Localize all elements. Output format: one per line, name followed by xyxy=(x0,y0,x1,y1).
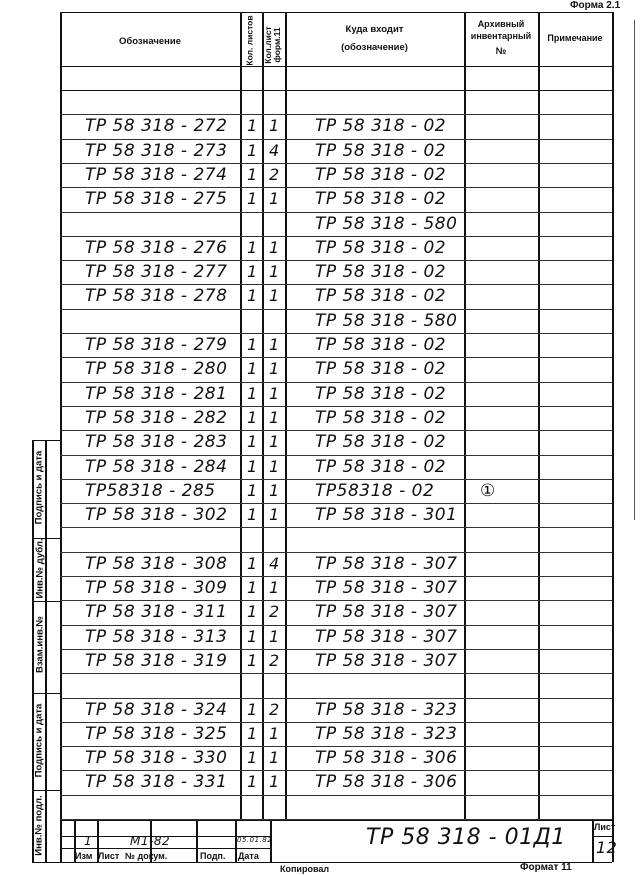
footer-format: Формат 11 xyxy=(520,862,572,873)
cell-sheets: 1 xyxy=(247,140,258,160)
cell-goes-into: ТР 58 318 - 02 xyxy=(315,383,447,404)
row-line xyxy=(60,746,612,747)
page-edge xyxy=(634,20,635,520)
cell-sheets: 1 xyxy=(247,480,258,500)
row-line xyxy=(60,309,612,310)
row-line xyxy=(60,212,612,213)
cell-designation: ТР 58 318 - 284 xyxy=(85,456,228,477)
row-line xyxy=(60,795,612,796)
cell-goes-into: ТР 58 318 - 02 xyxy=(315,359,447,380)
cell-designation: ТР 58 318 - 324 xyxy=(85,699,228,720)
row-line xyxy=(60,187,612,188)
row-line xyxy=(60,503,612,504)
header-goes-into-sub: (обозначение) xyxy=(341,42,408,53)
cell-format: 1 xyxy=(269,237,280,257)
col-line-format xyxy=(262,12,264,820)
side-label-replace-inv: Взам.инв.№ xyxy=(34,615,46,674)
cell-format: 1 xyxy=(269,723,280,743)
cell-designation: ТР 58 318 - 331 xyxy=(85,772,228,793)
cell-format: 2 xyxy=(269,164,280,184)
cell-sheets: 1 xyxy=(247,237,258,257)
cell-goes-into: ТР 58 318 - 306 xyxy=(315,772,458,793)
cell-goes-into: ТР 58 318 - 307 xyxy=(315,578,458,598)
cell-goes-into: ТР 58 318 - 307 xyxy=(315,602,458,623)
row-line xyxy=(60,430,612,431)
cell-designation: ТР 58 318 - 330 xyxy=(85,748,228,769)
cell-goes-into: ТР 58 318 - 02 xyxy=(315,116,447,137)
cell-designation: ТР 58 318 - 280 xyxy=(85,359,228,380)
cell-format: 2 xyxy=(269,602,280,622)
cell-sheets: 1 xyxy=(247,699,258,719)
cell-designation: ТР 58 318 - 283 xyxy=(85,432,228,453)
cell-sheets: 1 xyxy=(247,650,258,670)
row-line xyxy=(60,527,612,528)
cell-designation: ТР 58 318 - 319 xyxy=(85,650,228,671)
cell-goes-into: ТР 58 318 - 02 xyxy=(315,335,447,355)
cell-sheets: 1 xyxy=(247,723,258,743)
cell-format: 1 xyxy=(269,116,280,136)
cell-designation: ТР 58 318 - 277 xyxy=(85,262,228,283)
row-line xyxy=(60,357,612,358)
cell-format: 1 xyxy=(269,578,280,597)
cell-sheets: 1 xyxy=(247,626,258,646)
cell-sheets: 1 xyxy=(247,189,258,209)
row-line xyxy=(60,139,612,140)
cell-designation: ТР 58 318 - 282 xyxy=(85,407,228,428)
header-format-count: Кол.лист форм.11 xyxy=(263,26,282,64)
cell-format: 1 xyxy=(269,772,280,792)
cell-designation: ТР 58 318 - 309 xyxy=(85,578,228,598)
cell-sheets: 1 xyxy=(247,164,258,184)
cell-designation: ТР58318 - 285 xyxy=(85,480,216,501)
cell-archive: ① xyxy=(480,480,496,501)
tb-sheet-div xyxy=(592,836,612,837)
tb-col-izm: Изм xyxy=(75,851,93,861)
tb-sheet-no: 12 xyxy=(596,838,618,857)
cell-format: 1 xyxy=(269,626,280,646)
row-line xyxy=(60,722,612,723)
cell-designation: ТР 58 318 - 274 xyxy=(85,164,228,185)
cell-goes-into: ТР 58 318 - 02 xyxy=(315,456,447,477)
header-note: Примечание xyxy=(547,33,603,43)
cell-sheets: 1 xyxy=(247,553,258,573)
cell-goes-into: ТР 58 318 - 323 xyxy=(315,723,458,744)
row-line xyxy=(60,673,612,674)
cell-format: 1 xyxy=(269,456,280,476)
cell-format: 1 xyxy=(269,262,280,282)
header-bottom xyxy=(60,66,612,67)
cell-format: 1 xyxy=(269,383,280,403)
cell-goes-into: ТР 58 318 - 02 xyxy=(315,432,447,453)
cell-designation: ТР 58 318 - 311 xyxy=(85,602,228,623)
cell-sheets: 1 xyxy=(247,456,258,476)
tb-col-date: Дата xyxy=(238,851,259,861)
title-block-line xyxy=(60,848,270,849)
tb-doc-no: М1-82 xyxy=(130,834,171,848)
row-line xyxy=(60,236,612,237)
row-line xyxy=(60,284,612,285)
cell-format: 4 xyxy=(269,140,280,160)
col-line-note xyxy=(538,12,540,820)
cell-sheets: 1 xyxy=(247,262,258,282)
cell-format: 1 xyxy=(269,407,280,427)
cell-goes-into: ТР 58 318 - 02 xyxy=(315,262,447,283)
cell-designation: ТР 58 318 - 276 xyxy=(85,237,228,258)
cell-designation: ТР 58 318 - 278 xyxy=(85,286,228,307)
cell-sheets: 1 xyxy=(247,359,258,379)
cell-format: 1 xyxy=(269,480,280,500)
cell-goes-into: ТР 58 318 - 02 xyxy=(315,407,447,428)
row-line xyxy=(60,552,612,553)
cell-sheets: 1 xyxy=(247,335,258,354)
col-line-sheets xyxy=(240,12,242,820)
cell-goes-into: ТР58318 - 02 xyxy=(315,480,435,501)
row-line xyxy=(60,600,612,601)
row-line xyxy=(60,479,612,480)
header-archive-no: № xyxy=(495,46,507,57)
frame-right xyxy=(612,12,614,862)
cell-format: 1 xyxy=(269,335,280,354)
cell-designation: ТР 58 318 - 313 xyxy=(85,626,228,647)
frame-top xyxy=(60,12,612,13)
cell-goes-into: ТР 58 318 - 307 xyxy=(315,650,458,671)
cell-sheets: 1 xyxy=(247,286,258,306)
cell-format: 1 xyxy=(269,359,280,379)
row-line xyxy=(60,114,612,115)
cell-goes-into: ТР 58 318 - 02 xyxy=(315,189,447,210)
cell-sheets: 1 xyxy=(247,407,258,427)
cell-sheets: 1 xyxy=(247,432,258,452)
row-line xyxy=(60,406,612,407)
side-label-sign-date-2: Подпись и дата xyxy=(33,703,45,778)
cell-format: 2 xyxy=(269,699,280,719)
header-bottom-2 xyxy=(60,90,612,91)
cell-format: 1 xyxy=(269,432,280,452)
cell-sheets: 1 xyxy=(247,602,258,622)
cell-goes-into: ТР 58 318 - 307 xyxy=(315,626,458,647)
cell-sheets: 1 xyxy=(247,578,258,597)
cell-designation: ТР 58 318 - 302 xyxy=(85,505,228,526)
tb-col-list: Лист xyxy=(98,851,120,861)
stamp-col-top xyxy=(32,440,60,441)
cell-designation: ТР 58 318 - 272 xyxy=(85,116,228,137)
tb-designation: ТР 58 318 - 01Д1 xyxy=(366,825,566,850)
tb-col-sign: Подп. xyxy=(200,851,226,861)
row-line xyxy=(60,649,612,650)
tb-date: 05.01.82 xyxy=(237,836,273,844)
cell-format: 1 xyxy=(269,505,280,525)
row-line xyxy=(60,333,612,334)
cell-sheets: 1 xyxy=(247,748,258,768)
cell-designation: ТР 58 318 - 308 xyxy=(85,553,228,574)
row-line xyxy=(60,698,612,699)
cell-format: 4 xyxy=(269,553,280,573)
cell-designation: ТР 58 318 - 281 xyxy=(85,383,228,404)
tb-col-doc: № докум. xyxy=(125,851,168,861)
row-line xyxy=(60,163,612,164)
side-label-dup-inv: Инв.№ дубл. xyxy=(34,538,46,599)
tb-change-no: 1 xyxy=(84,834,93,848)
header-archive: Архивный инвентарный xyxy=(470,19,532,41)
tb-sheet-label: Лист xyxy=(594,822,616,832)
cell-sheets: 1 xyxy=(247,116,258,136)
side-label-sign-date-1: Подпись и дата xyxy=(33,450,45,525)
cell-goes-into: ТР 58 318 - 323 xyxy=(315,699,458,720)
header-goes-into: Куда входит xyxy=(345,24,404,35)
header-designation: Обозначение xyxy=(118,36,182,47)
row-line xyxy=(60,382,612,383)
cell-goes-into: ТР 58 318 - 307 xyxy=(315,553,458,574)
cell-format: 1 xyxy=(269,748,280,768)
cell-format: 1 xyxy=(269,286,280,306)
cell-goes-into: ТР 58 318 - 306 xyxy=(315,748,458,769)
side-label-orig-inv: Инв.№ подл. xyxy=(33,795,45,856)
cell-goes-into: ТР 58 318 - 580 xyxy=(315,213,458,234)
row-line xyxy=(60,455,612,456)
header-sheet-count: Кол. листов xyxy=(244,15,255,66)
cell-designation: ТР 58 318 - 325 xyxy=(85,723,228,744)
cell-goes-into: ТР 58 318 - 580 xyxy=(315,310,458,331)
cell-goes-into: ТР 58 318 - 301 xyxy=(315,505,458,526)
cell-goes-into: ТР 58 318 - 02 xyxy=(315,164,447,185)
row-line xyxy=(60,625,612,626)
cell-goes-into: ТР 58 318 - 02 xyxy=(315,237,447,258)
title-block-top xyxy=(60,820,612,821)
row-line xyxy=(60,260,612,261)
cell-designation: ТР 58 318 - 279 xyxy=(85,335,228,355)
tb-col-4 xyxy=(196,820,198,862)
row-line xyxy=(60,576,612,577)
cell-format: 1 xyxy=(269,189,280,209)
stamp-col-div3 xyxy=(32,693,60,694)
col-line-goes xyxy=(285,12,287,820)
cell-sheets: 1 xyxy=(247,772,258,792)
cell-sheets: 1 xyxy=(247,383,258,403)
cell-sheets: 1 xyxy=(247,505,258,525)
col-line-archive xyxy=(464,12,466,820)
form-label: Форма 2.1 xyxy=(570,0,621,11)
cell-designation: ТР 58 318 - 273 xyxy=(85,140,228,161)
row-line xyxy=(60,770,612,771)
footer-copied: Копировал xyxy=(280,864,330,874)
cell-goes-into: ТР 58 318 - 02 xyxy=(315,140,447,161)
cell-goes-into: ТР 58 318 - 02 xyxy=(315,286,447,307)
cell-format: 2 xyxy=(269,650,280,670)
cell-designation: ТР 58 318 - 275 xyxy=(85,189,228,210)
